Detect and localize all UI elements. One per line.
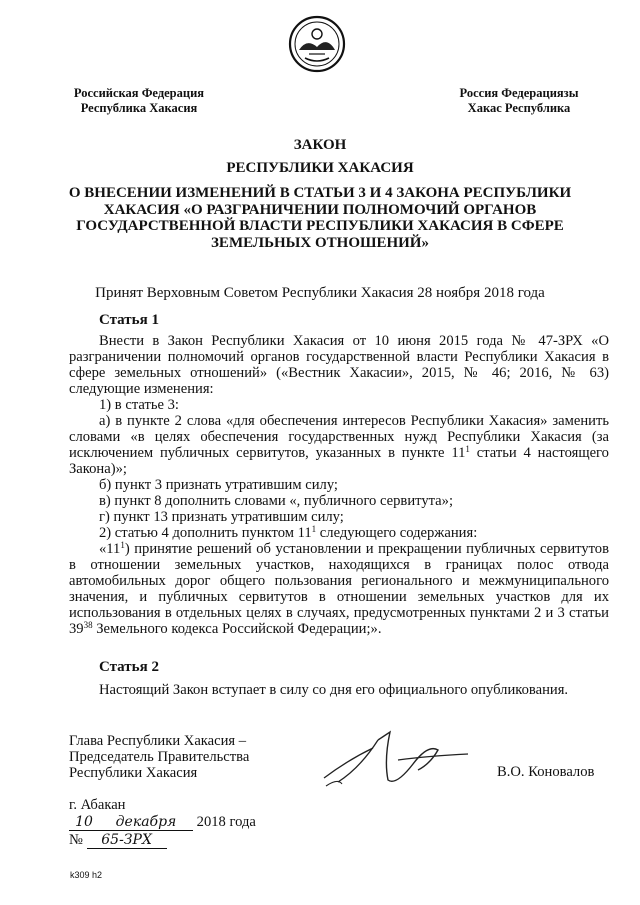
footer-code: k309 h2 [70,870,103,880]
doc-type-title: ЗАКОН [293,137,347,153]
doc-issuer-title: РЕСПУБЛИКИ ХАКАСИЯ [226,160,414,176]
signatory-title-line1: Глава Республики Хакасия – [69,733,247,749]
signing-date-line [69,813,256,831]
article1-body [69,333,609,637]
article1-new-point: «$11^1$) принятие решений об установлении и прекращении публичных сервитутов в отношении земельных участков, находящихся в границах полос отвода автомобильных дорог общего пользования регионального и межмуниципального значения, и публичных сервитутов в отношении земельных участков для их использования в отдельных целях в случаях, предусмотренных пунктами 2 и 3 статьи $39^{38}$ Земельного кодекса Российской Федерации;». [69,540,609,637]
article1-item-1c: в) пункт 8 дополнить словами «, публичного сервитута»; [99,493,454,509]
number-sign: № [69,832,83,848]
header-left-line1: Российская Федерация [73,86,205,100]
law-number-line [69,831,256,849]
article1-item-1d: г) пункт 13 признать утратившим силу; [99,509,344,525]
article1-item-1b: б) пункт 3 признать утратившим силу; [99,477,338,493]
date-year: 2018 года [196,814,256,830]
article1-item-1: 1) в статье 3: [99,397,179,413]
header-left [54,86,224,116]
article2-text: Настоящий Закон вступает в силу со дня его официального опубликования. [99,682,569,698]
emblem-icon [287,14,347,74]
handwritten-signature-icon [318,720,488,800]
signing-place: г. Абакан [69,797,126,813]
signing-date-block [69,813,256,849]
header-right [434,86,604,116]
signatory-name: В.О. Коновалов [497,764,595,780]
date-month: декабря [99,814,193,831]
signatory-title-line3: Республики Хакасия [69,765,198,781]
signatory-title-line2: Председатель Правительства [69,749,250,765]
article1-paragraph-intro: Внести в Закон Республики Хакасия от 10 июня 2015 года № 47-ЗРХ «О разграничении полномочий органов государственной власти Республики Хакасия в сфере земельных отношений» («Вестник Хакасии», 2015, № 46; 2016, № 63) следующие изменения: [69,333,609,397]
article1-item-2: 2) статью 4 дополнить пунктом $11^1$ следующего содержания: [99,524,478,541]
header-right-line2: Хакас Республика [467,101,571,115]
law-name: О ВНЕСЕНИИ ИЗМЕНЕНИЙ В СТАТЬИ 3 И 4 ЗАКОНА РЕСПУБЛИКИ ХАКАСИЯ «О РАЗГРАНИЧЕНИИ ПОЛНОМОЧИЙ ОРГАНОВ ГОСУДАРСТВЕННОЙ ВЛАСТИ РЕСПУБЛИКИ ХАКАСИЯ В СФЕРЕ ЗЕМЕЛЬНЫХ ОТНОШЕНИЙ» [68,185,572,251]
article1-heading: Статья 1 [99,312,159,328]
header-right-line1: Россия Федерациязы [459,86,579,100]
header-left-line2: Республика Хакасия [80,101,198,115]
law-number: 65-ЗРХ [87,832,167,849]
article2-heading: Статья 2 [99,659,159,675]
article1-item-1a: а) в пункте 2 слова «для обеспечения интересов Республики Хакасия» заменить словами «в целях обеспечения государственных нужд Республики Хакасия (за исключением публичных сервитутов, указанных в пункте $11^1$ статьи 4 настоящего Закона)»; [69,413,609,477]
adoption-line: Принят Верховным Советом Республики Хакасия 28 ноября 2018 года [95,285,545,301]
date-day: 10 [69,814,99,831]
signatory-title [69,733,249,781]
